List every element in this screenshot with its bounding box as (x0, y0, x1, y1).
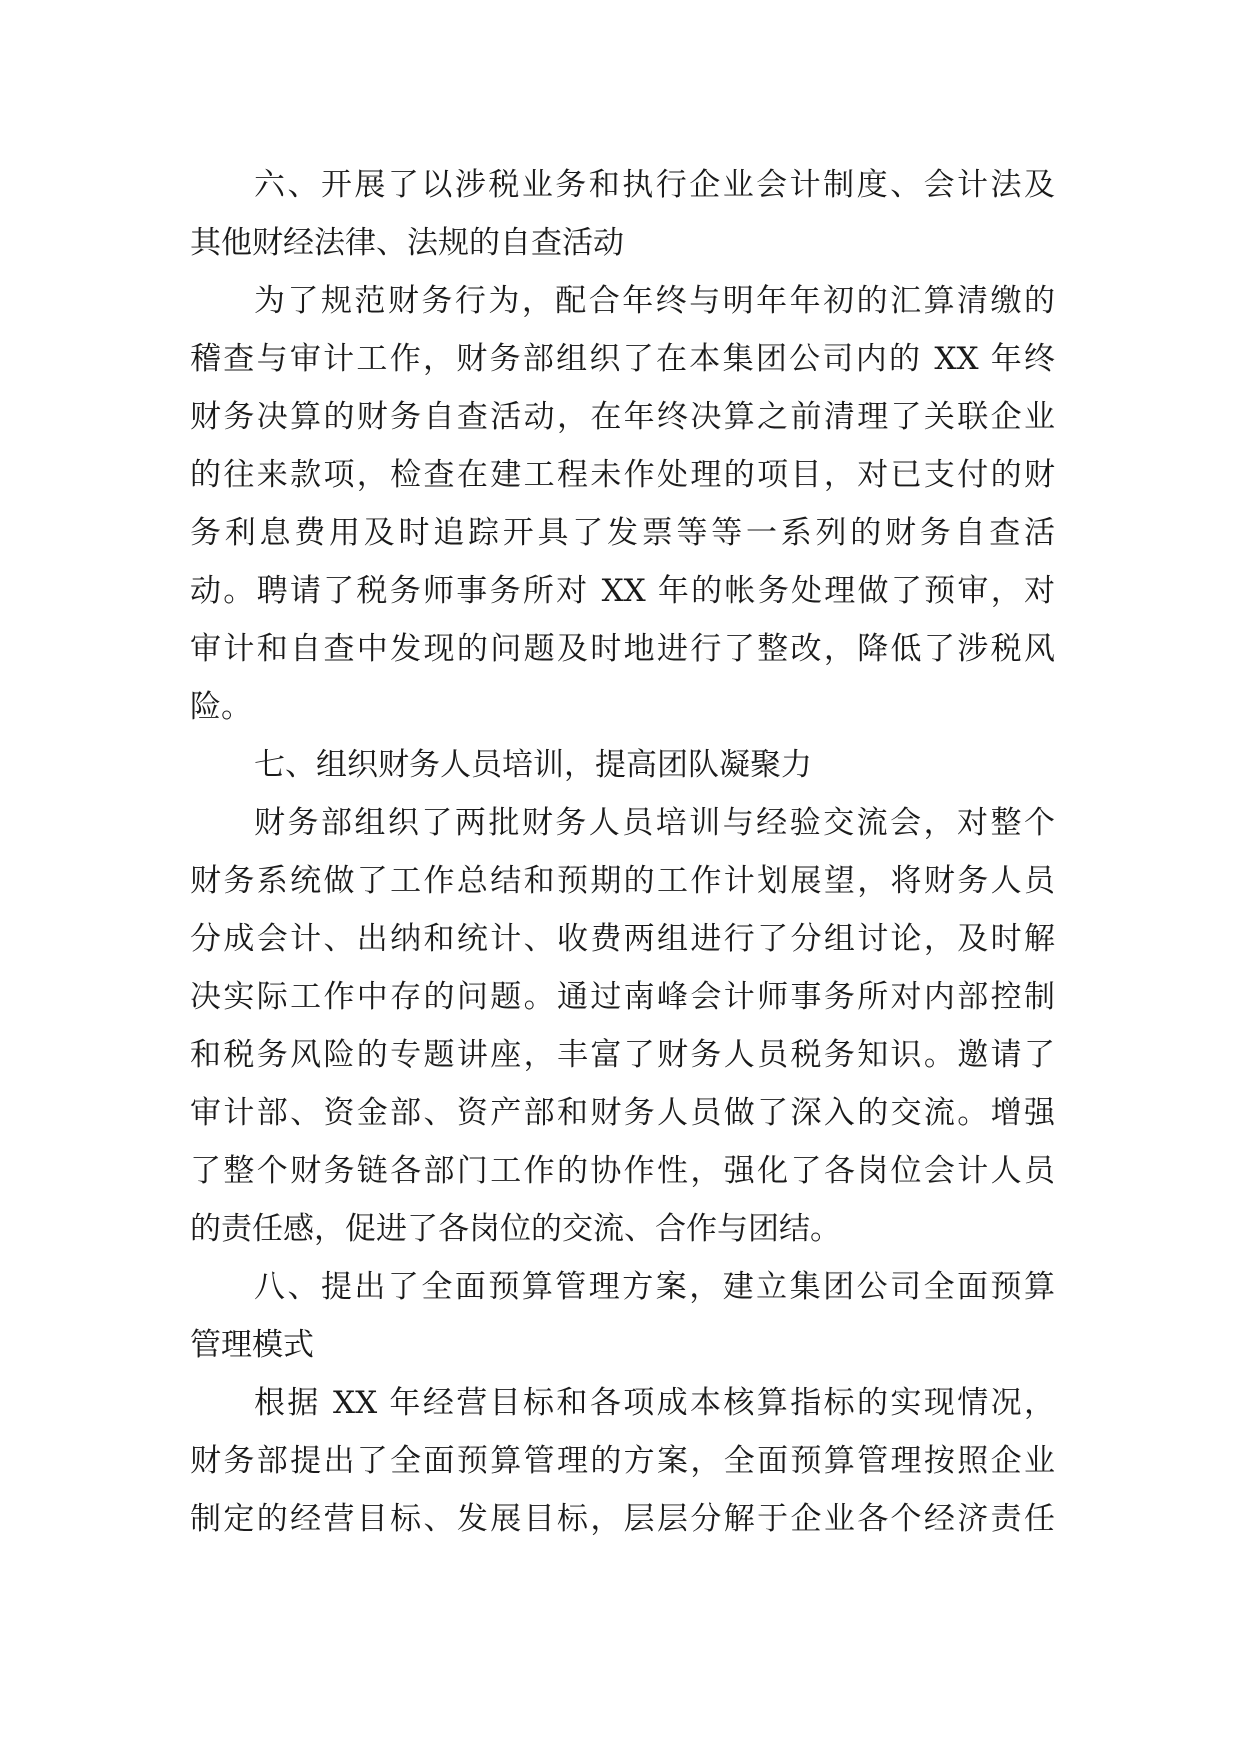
paragraph-line: 制定的经营目标、发展目标，层层分解于企业各个经济责任 (190, 1501, 1055, 1537)
section-heading-line: 八、提出了全面预算管理方案，建立集团公司全面预算 (254, 1269, 1055, 1305)
paragraph-line: 审计和自查中发现的问题及时地进行了整改，降低了涉税风 (190, 631, 1055, 667)
paragraph-line: 财务系统做了工作总结和预期的工作计划展望，将财务人员 (190, 863, 1055, 899)
paragraph-line: 务利息费用及时追踪开具了发票等等一系列的财务自查活 (190, 515, 1055, 551)
document-body (190, 156, 1055, 1548)
section-heading-line: 六、开展了以涉税业务和执行企业会计制度、会计法及 (254, 167, 1055, 203)
paragraph-line: 和税务风险的专题讲座，丰富了财务人员税务知识。邀请了 (190, 1037, 1055, 1073)
paragraph-line: 审计部、资金部、资产部和财务人员做了深入的交流。增强 (190, 1095, 1055, 1131)
paragraph-line: 了整个财务链各部门工作的协作性，强化了各岗位会计人员 (190, 1153, 1055, 1189)
section-heading-line: 七、组织财务人员培训，提高团队凝聚力 (254, 747, 812, 783)
section-six (190, 156, 1055, 736)
paragraph-line: 险。 (190, 689, 252, 725)
section-heading-line: 其他财经法律、法规的自查活动 (190, 225, 624, 261)
section-heading-line: 管理模式 (190, 1327, 314, 1363)
section-seven (190, 736, 1055, 1258)
paragraph-line: 稽查与审计工作，财务部组织了在本集团公司内的 XX 年终 (190, 341, 1055, 377)
paragraph-line: 财务部组织了两批财务人员培训与经验交流会，对整个 (254, 805, 1055, 841)
paragraph-line: 财务部提出了全面预算管理的方案，全面预算管理按照企业 (190, 1443, 1055, 1479)
paragraph-line: 财务决算的财务自查活动，在年终决算之前清理了关联企业 (190, 399, 1055, 435)
paragraph-line: 的责任感，促进了各岗位的交流、合作与团结。 (190, 1211, 841, 1247)
paragraph-line: 动。聘请了税务师事务所对 XX 年的帐务处理做了预审，对 (190, 573, 1055, 609)
paragraph-line: 为了规范财务行为，配合年终与明年年初的汇算清缴的 (254, 283, 1055, 319)
paragraph-line: 决实际工作中存的问题。通过南峰会计师事务所对内部控制 (190, 979, 1055, 1015)
paragraph-line: 的往来款项，检查在建工程未作处理的项目，对已支付的财 (190, 457, 1055, 493)
paragraph-line: 分成会计、出纳和统计、收费两组进行了分组讨论，及时解 (190, 921, 1055, 957)
section-eight (190, 1258, 1055, 1548)
paragraph-line: 根据 XX 年经营目标和各项成本核算指标的实现情况， (254, 1385, 1055, 1421)
